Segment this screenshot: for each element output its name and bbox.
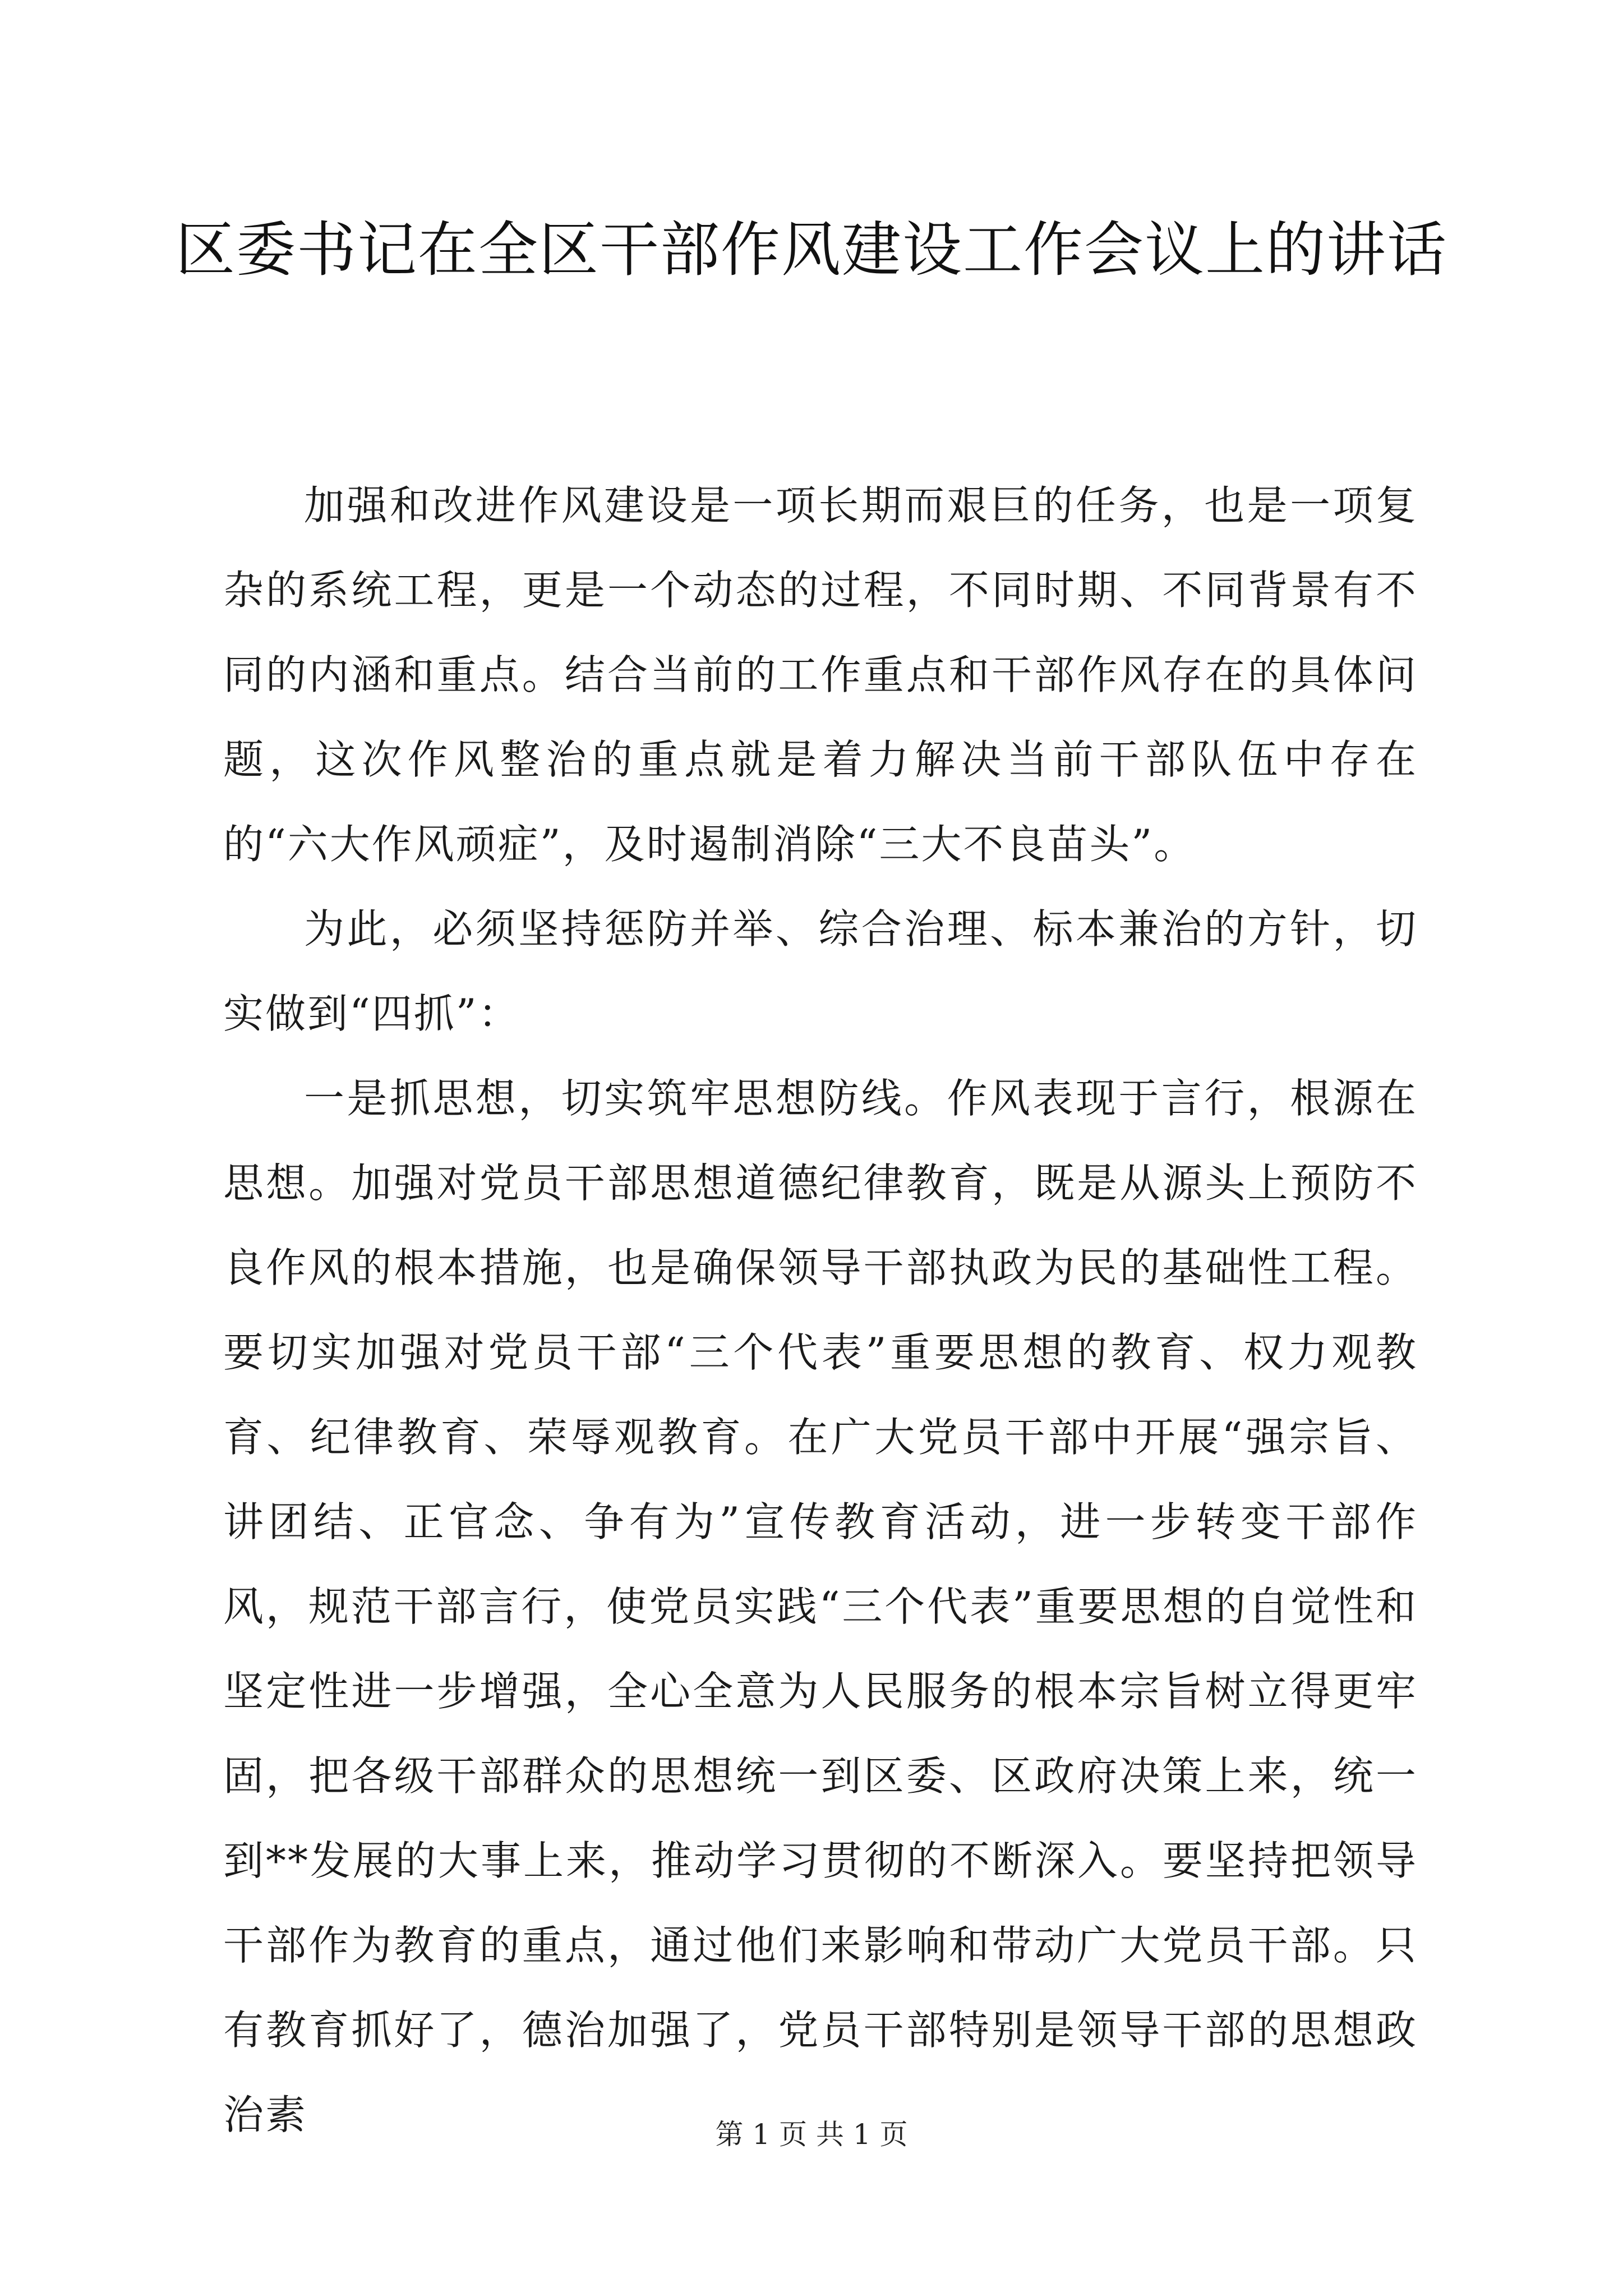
document-title: 区委书记在全区干部作风建设工作会议上的讲话 [176, 215, 1447, 284]
paragraph-intro: 加强和改进作风建设是一项长期而艰巨的任务，也是一项复杂的系统工程，更是一个动态的过程，不同时期、不同背景有不同的内涵和重点。结合当前的工作重点和干部作风存在的具体问题，这次作风整治的重点就是着力解决当前干部队伍中存在的“六大作风顽症”，及时遏制消除“三大不良苗头”。 [223, 482, 1418, 868]
document-body [223, 463, 1418, 2157]
page-footer: 第 1 页 共 1 页 [715, 2118, 908, 2151]
paragraph-grasp-thought: 一是抓思想，切实筑牢思想防线。作风表现于言行，根源在思想。加强对党员干部思想道德纪律教育，既是从源头上预防不良作风的根本措施，也是确保领导干部执政为民的基础性工程。要切实加强对党员干部“三个代表”重要思想的教育、权力观教育、纪律教育、荣辱观教育。在广大党员干部中开展“强宗旨、讲团结、正官念、争有为”宣传教育活动，进一步转变干部作风，规范干部言行，使党员实践“三个代表”重要思想的自觉性和坚定性进一步增强，全心全意为人民服务的根本宗旨树立得更牢固，把各级干部群众的思想统一到区委、区政府决策上来，统一到**发展的大事上来，推动学习贯彻的不断深入。要坚持把领导干部作为教育的重点，通过他们来影响和带动广大党员干部。只有教育抓好了，德治加强了，党员干部特别是领导干部的思想政治素 [223, 1075, 1418, 2138]
paragraph-four-grasps: 为此，必须坚持惩防并举、综合治理、标本兼治的方针，切实做到“四抓”： [223, 905, 1418, 1037]
